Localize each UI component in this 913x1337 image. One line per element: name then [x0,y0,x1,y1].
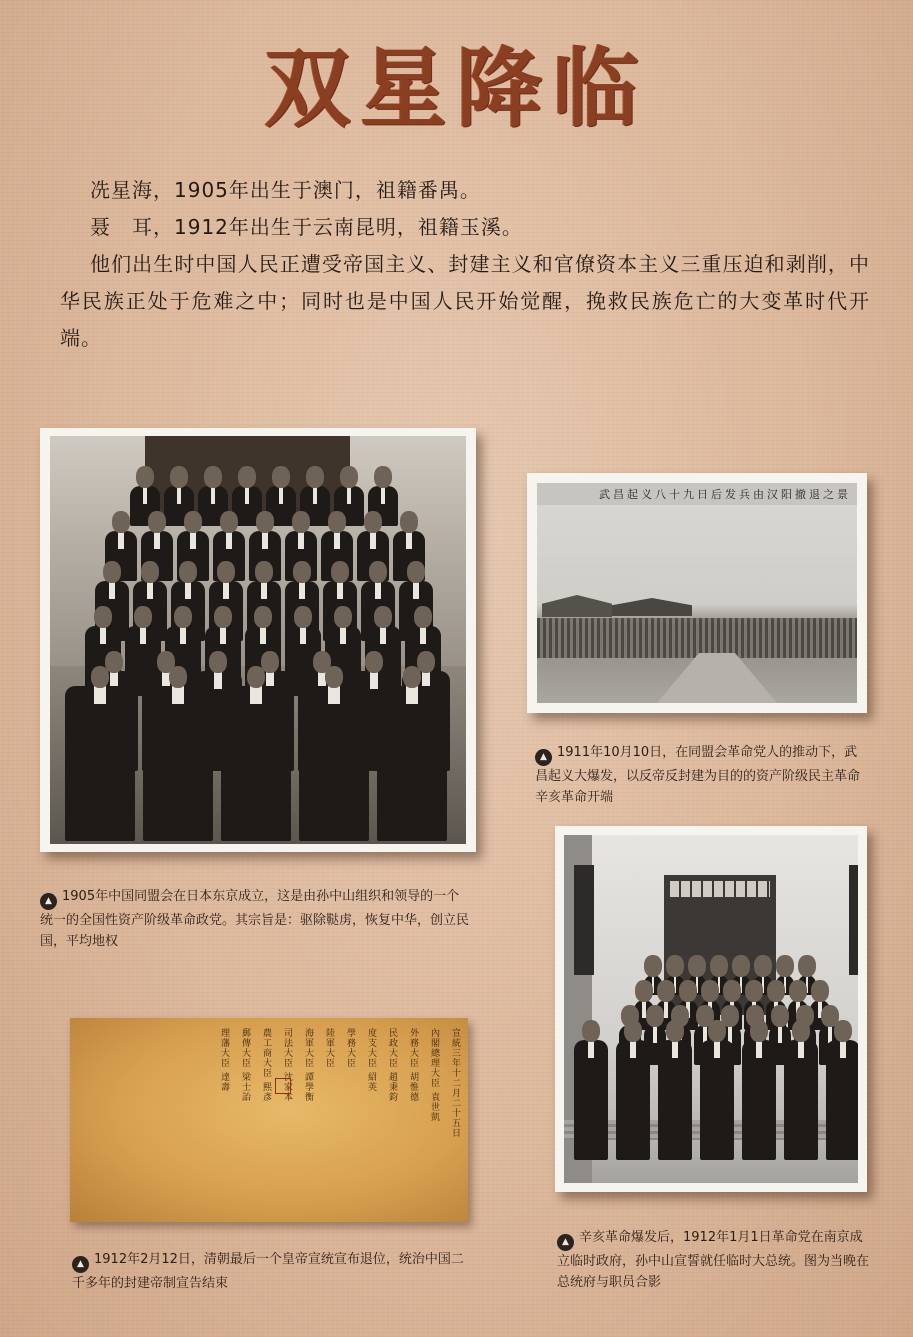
photo-figure [658,1020,692,1160]
edict-text-column: 外務大臣 胡惟德 [408,1028,418,1102]
edict-text-column: 陸軍大臣 [324,1028,334,1068]
photo-tongmenghui [40,428,476,852]
photo-abdication-edict-image [70,1018,468,1222]
up-arrow-circle-icon: ▲ [557,1234,574,1251]
photo-figure [784,1020,818,1160]
edict-text-column: 司法大臣 沈家本 [282,1028,292,1102]
caption-tongmenghui [40,886,472,952]
caption-abdication-text: 1912年2月12日，清朝最后一个皇帝宣统宣布退位，统治中国二千多年的封建帝制宣告结束 [72,1252,464,1291]
caption-nanjing-text: 辛亥革命爆发后，1912年1月1日革命党在南京成立临时政府，孙中山宣誓就任临时大总统。图为当晚在总统府与职员合影 [557,1230,870,1290]
photo-wuchang-image [537,483,857,703]
photo-nanjing-image [564,835,858,1183]
photo-figure [221,666,291,841]
photo-figure [826,1020,858,1160]
page-title: 双星降临 [264,39,649,139]
edict-text-column: 宣統三年十二月二十五日 [450,1028,460,1138]
photo-nanjing [555,826,867,1192]
up-arrow-circle-icon: ▲ [40,893,57,910]
up-arrow-circle-icon: ▲ [72,1256,89,1273]
edict-text-column: 海軍大臣 譚學衡 [303,1028,313,1102]
caption-wuchang [535,742,870,808]
intro-line-xian: 冼星海，1905年出生于澳门，祖籍番禺。 [90,178,481,202]
edict-text-column: 民政大臣 趙秉鈞 [387,1028,397,1102]
up-arrow-circle-icon: ▲ [535,749,552,766]
edict-text-column: 農工商大臣 熙彥 [261,1028,271,1102]
photo-figure [742,1020,776,1160]
photo-figure [574,1020,608,1160]
photo-figure [700,1020,734,1160]
photo-figure [65,666,135,841]
intro-paragraph: 他们出生时中国人民正遭受帝国主义、封建主义和官僚资本主义三重压迫和剥削，中华民族正处于危难之中；同时也是中国人民开始觉醒，挽救民族危亡的大变革时代开端。 [60,252,870,350]
edict-text-column: 理藩大臣 達壽 [219,1028,229,1092]
photo-wuchang-banner: 武昌起义八十九日后发兵由汉阳撤退之景 [599,488,851,501]
photo-figure [616,1020,650,1160]
intro-line-nie: 聂 耳，1912年出生于云南昆明，祖籍玉溪。 [90,215,523,239]
edict-text-column: 郵傳大臣 梁士詒 [240,1028,250,1102]
photo-figure [143,666,213,841]
photo-tongmenghui-image [50,436,466,844]
photo-figure [299,666,369,841]
caption-abdication [72,1249,472,1294]
photo-wuchang [527,473,867,713]
caption-wuchang-text: 1911年10月10日，在同盟会革命党人的推动下，武昌起义大爆发，以反帝反封建为目的的资产阶级民主革命辛亥革命开端 [535,745,861,805]
edict-text-column: 內閣總理大臣 袁世凱 [429,1028,439,1122]
photo-figure [377,666,447,841]
edict-text-column: 度支大臣 紹英 [366,1028,376,1092]
caption-tongmenghui-text: 1905年中国同盟会在日本东京成立，这是由孙中山组织和领导的一个统一的全国性资产阶级革命政党。其宗旨是：驱除鞑虏，恢复中华，创立民国，平均地权 [40,889,470,949]
intro-text [60,172,870,357]
caption-nanjing [557,1227,872,1293]
photo-abdication-edict [70,1018,468,1222]
edict-text-column: 學務大臣 [345,1028,355,1068]
